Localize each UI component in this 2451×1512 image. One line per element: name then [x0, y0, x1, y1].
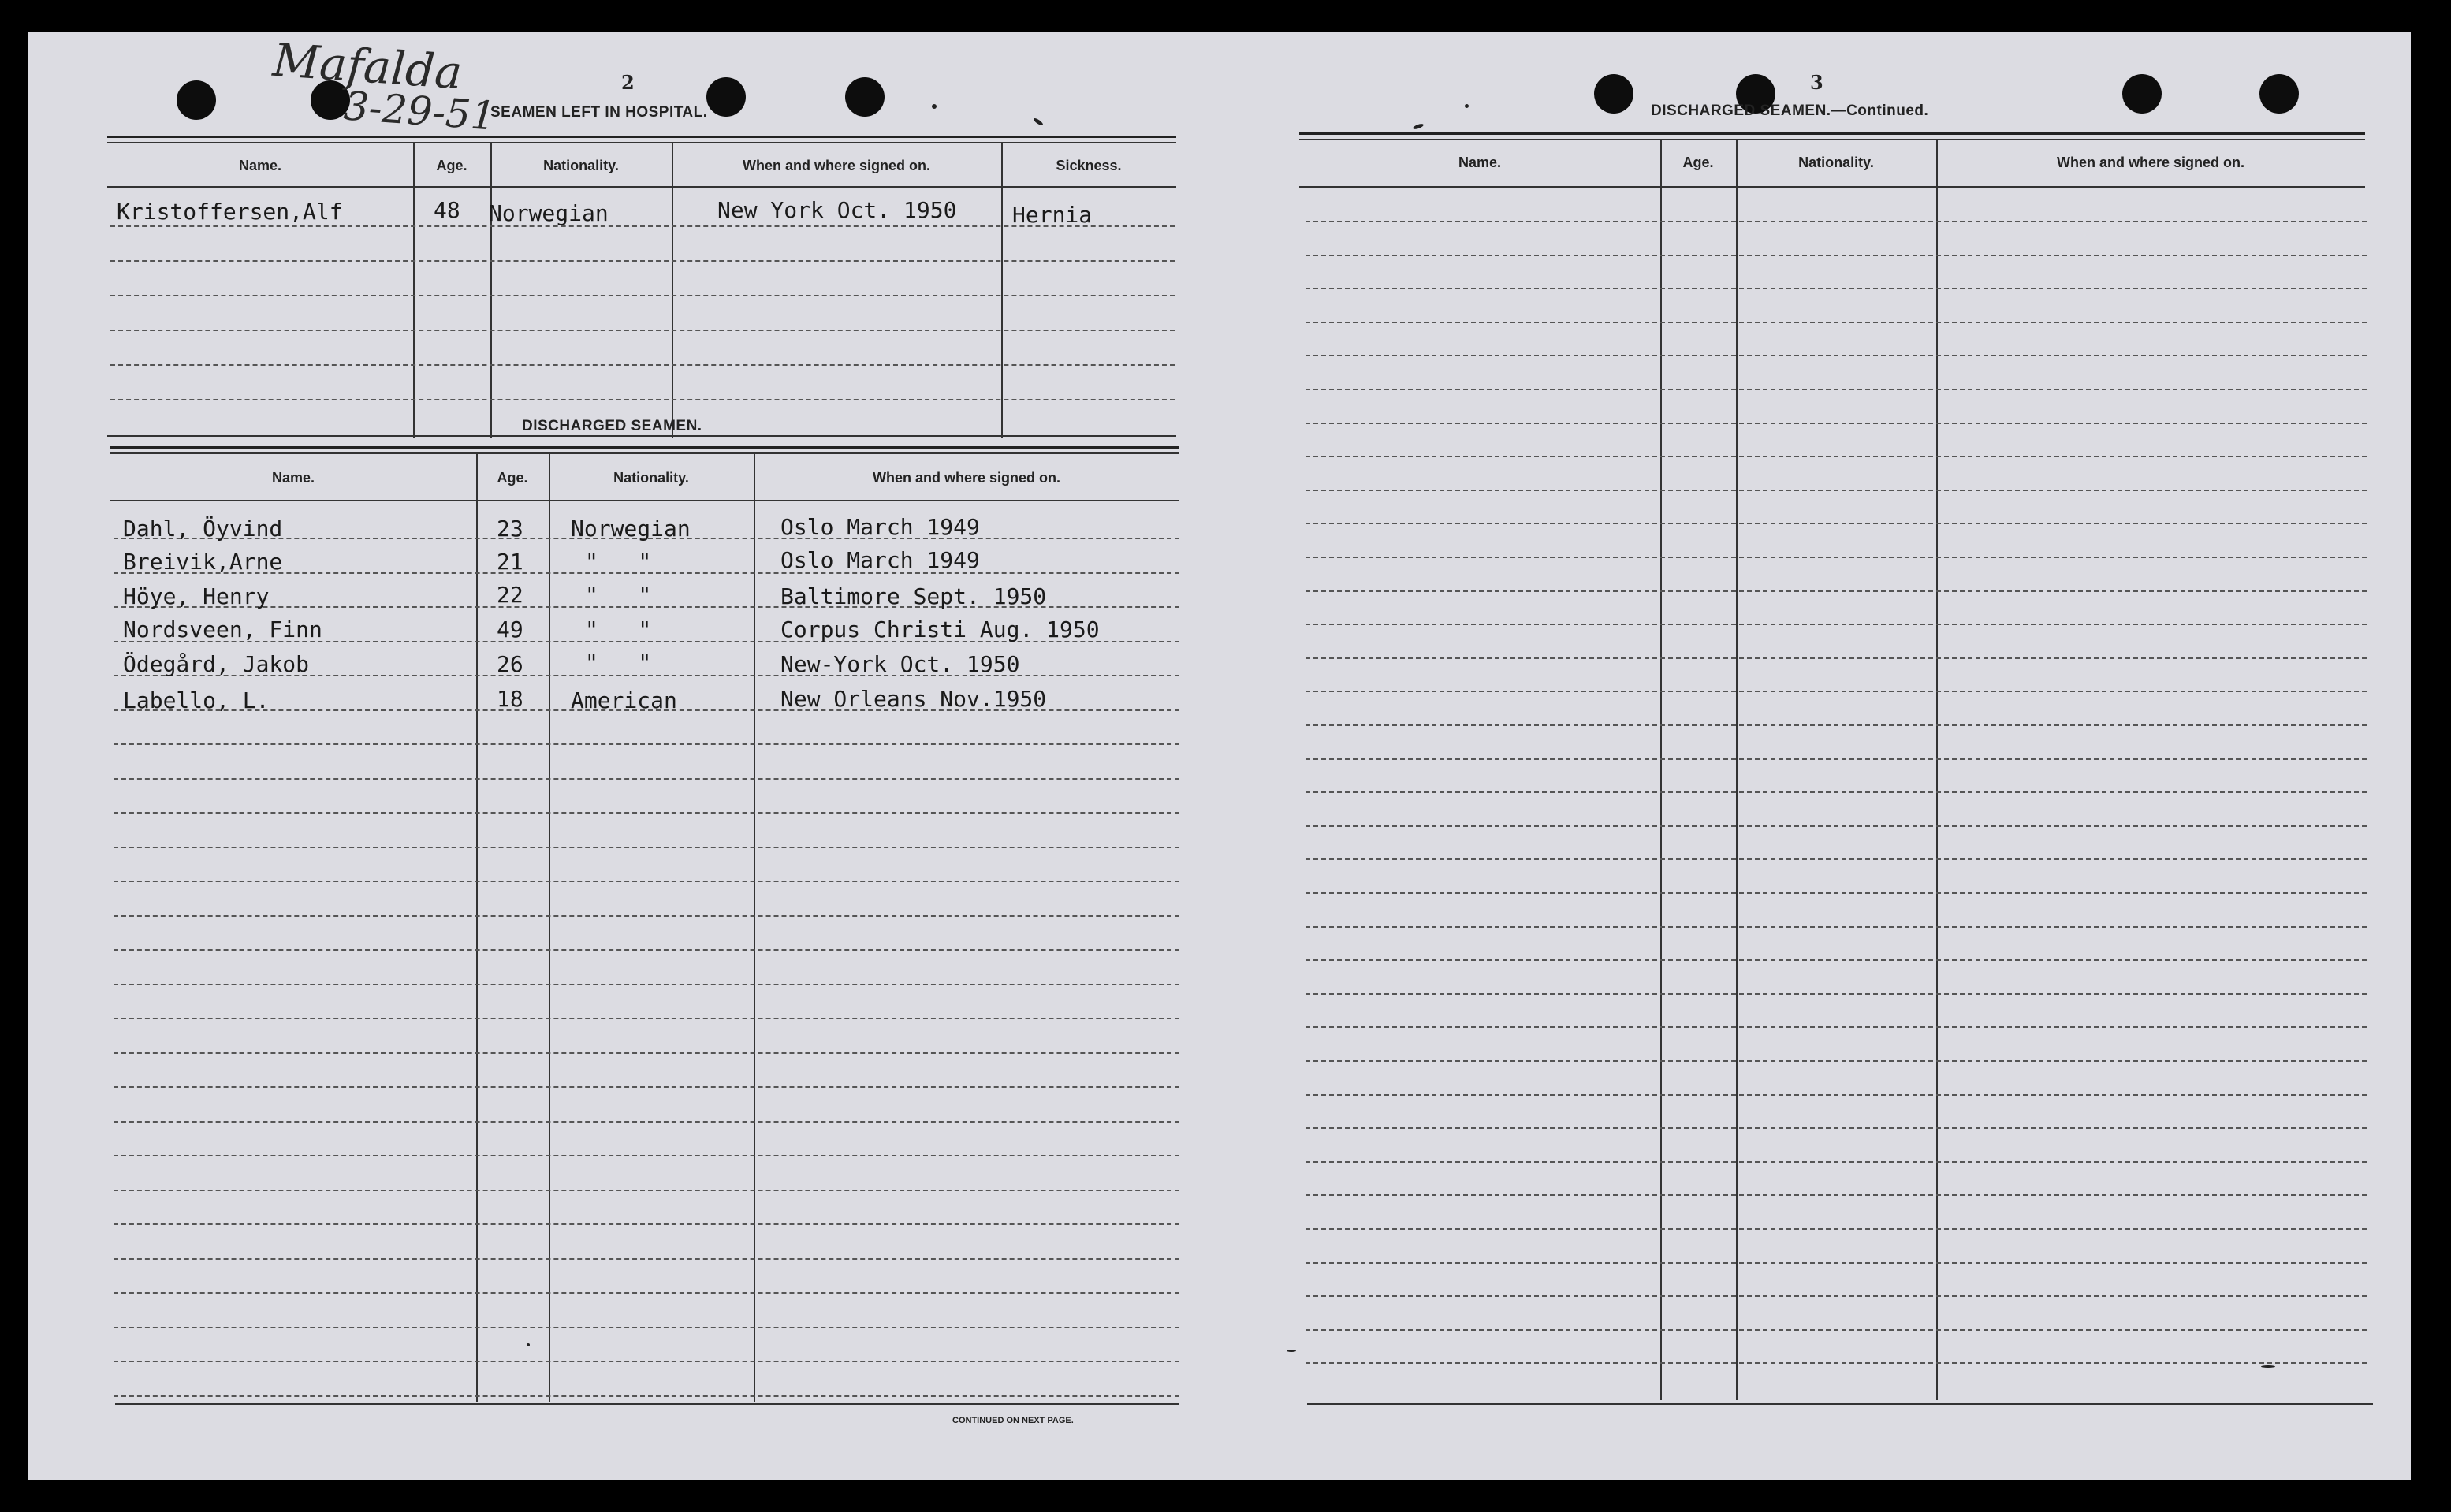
ruled-line [1306, 355, 2367, 356]
col-header-name: Name. [1458, 155, 1502, 170]
ruled-line [114, 1018, 1179, 1019]
discharged-row-age: 26 [497, 651, 523, 677]
discharged-row-signed-on: New-York Oct. 1950 [780, 651, 1020, 677]
col-header-nationality: Nationality. [613, 470, 689, 486]
ruled-line [1306, 288, 2367, 289]
ruled-line [1306, 255, 2367, 256]
ruled-line [1306, 1295, 2367, 1297]
page-number: 2 [621, 71, 635, 94]
col-header-signed-on: When and where signed on. [872, 470, 1061, 486]
hospital-section-title: SEAMEN LEFT IN HOSPITAL. [490, 104, 708, 121]
punch-hole [1594, 74, 1633, 114]
ruled-line [1306, 221, 2367, 222]
ruled-line [1306, 657, 2367, 659]
discharged-row-nationality: American [571, 687, 677, 713]
hospital-row-nationality: Norwegian [489, 200, 609, 226]
ruled-line [1306, 389, 2367, 390]
ruled-line [1306, 590, 2367, 592]
ruled-line [1306, 1228, 2367, 1230]
ruled-line [1306, 322, 2367, 323]
ruled-line [1306, 926, 2367, 928]
ruled-line [114, 812, 1179, 814]
continued-footer: CONTINUED ON NEXT PAGE. [952, 1416, 1074, 1425]
ruled-line [1306, 423, 2367, 424]
ruled-line [1306, 892, 2367, 894]
discharged-row-nationality: " " [585, 650, 652, 676]
ruled-line [1306, 1161, 2367, 1163]
ruled-line [1306, 456, 2367, 457]
col-header-age: Age. [497, 470, 528, 486]
col-header-signed-on: When and where signed on. [742, 158, 931, 173]
hospital-row-name: Kristoffersen,Alf [117, 199, 343, 225]
discharged-row-signed-on: Baltimore Sept. 1950 [780, 583, 1047, 609]
document-sheet [28, 32, 2411, 1480]
ruled-line [1306, 523, 2367, 524]
ruled-line [1306, 1094, 2367, 1096]
ruled-line [1306, 1262, 2367, 1264]
ruled-line [114, 984, 1179, 985]
ruled-line [114, 1190, 1179, 1191]
ruled-line [114, 1258, 1179, 1260]
discharged-row-nationality: " " [585, 616, 652, 642]
ruled-line [114, 743, 1179, 745]
ruled-line [114, 949, 1179, 951]
hospital-row-sickness: Hernia [1012, 202, 1093, 228]
ruled-line [1306, 758, 2367, 760]
discharged-row-name: Höye, Henry [123, 583, 270, 609]
hospital-row-age: 48 [434, 197, 460, 223]
ruled-line [114, 1395, 1179, 1397]
discharged-row-signed-on: New Orleans Nov.1950 [780, 686, 1047, 712]
ruled-line [114, 915, 1179, 917]
col-header-name: Name. [271, 470, 315, 486]
discharged-row-age: 23 [497, 516, 523, 542]
ruled-line [114, 1292, 1179, 1294]
discharged-row-name: Nordsveen, Finn [123, 616, 322, 642]
continued-section-title: DISCHARGED SEAMEN.—Continued. [1651, 102, 1929, 119]
discharged-section-title: DISCHARGED SEAMEN. [522, 418, 702, 434]
ruled-line [1306, 1362, 2367, 1364]
ruled-line [114, 778, 1179, 780]
col-header-nationality: Nationality. [543, 158, 619, 173]
ruled-line [1306, 791, 2367, 793]
ruled-line [1306, 1026, 2367, 1028]
ruled-line [1306, 858, 2367, 860]
discharged-row-nationality: Norwegian [571, 516, 691, 542]
punch-hole [177, 80, 216, 120]
ruled-line [114, 1155, 1179, 1156]
col-header-age: Age. [1682, 155, 1714, 170]
discharged-row-signed-on: Oslo March 1949 [780, 514, 980, 540]
col-header-age: Age. [436, 158, 467, 173]
ruled-line [1306, 1329, 2367, 1331]
handwritten-date: 3-29-51 [342, 83, 497, 140]
hospital-row-signed-on: New York Oct. 1950 [717, 197, 957, 223]
ruled-line [1306, 624, 2367, 625]
ruled-line [1306, 825, 2367, 827]
discharged-row-name: Labello, L. [123, 687, 270, 713]
ruled-line [1306, 691, 2367, 692]
ruled-line [1306, 724, 2367, 726]
discharged-row-age: 49 [497, 616, 523, 642]
discharged-row-signed-on: Oslo March 1949 [780, 547, 980, 573]
page-number: 3 [1810, 71, 1823, 94]
ruled-line [114, 1121, 1179, 1123]
ruled-line [114, 847, 1179, 848]
discharged-row-name: Ödegård, Jakob [123, 651, 310, 677]
ruled-line [1306, 490, 2367, 491]
ruled-line [1306, 1194, 2367, 1196]
discharged-row-nationality: " " [585, 549, 652, 575]
ruled-line [114, 1327, 1179, 1328]
discharged-row-age: 22 [497, 582, 523, 608]
discharged-row-age: 18 [497, 686, 523, 712]
ruled-line [1306, 993, 2367, 995]
ruled-line [114, 881, 1179, 882]
ruled-line [1306, 1060, 2367, 1062]
col-header-sickness: Sickness. [1056, 158, 1122, 173]
ruled-line [114, 1361, 1179, 1362]
discharged-row-nationality: " " [585, 582, 652, 608]
punch-hole [2259, 74, 2299, 114]
ruled-line [114, 1223, 1179, 1225]
discharged-row-signed-on: Corpus Christi Aug. 1950 [780, 616, 1100, 642]
discharged-row-name: Dahl, Öyvind [123, 516, 283, 542]
col-header-signed-on: When and where signed on. [2056, 155, 2245, 170]
discharged-row-age: 21 [497, 549, 523, 575]
discharged-row-name: Breivik,Arne [123, 549, 283, 575]
col-header-nationality: Nationality. [1798, 155, 1874, 170]
ruled-line [1306, 557, 2367, 558]
ruled-line [114, 1086, 1179, 1088]
punch-hole [845, 77, 885, 117]
punch-hole [2122, 74, 2162, 114]
handwritten-ship-name: Mafalda [270, 32, 464, 100]
ruled-line [1306, 959, 2367, 961]
punch-hole [706, 77, 746, 117]
ruled-line [114, 1052, 1179, 1054]
ruled-line [1306, 1127, 2367, 1129]
col-header-name: Name. [238, 158, 282, 173]
